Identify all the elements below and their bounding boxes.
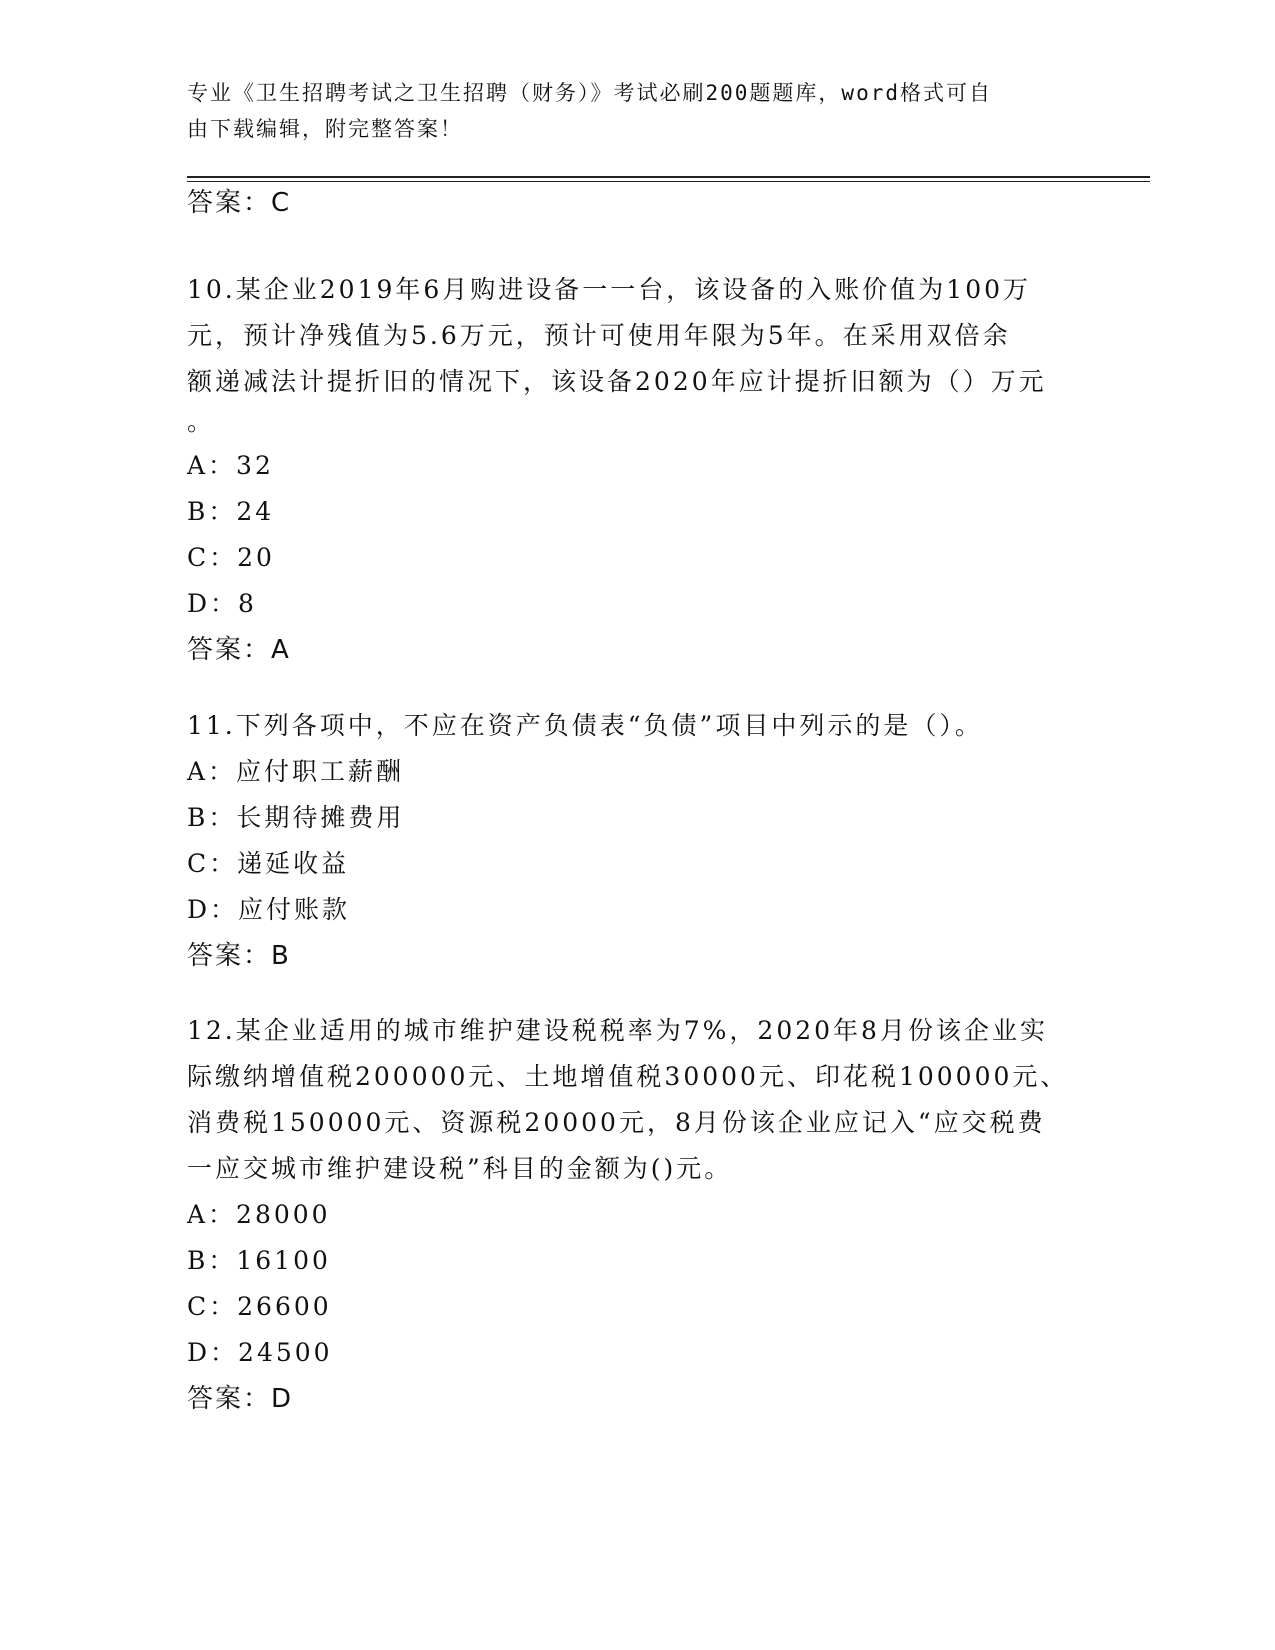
- option-b: B：24: [187, 497, 275, 526]
- header-line-1: 专业《卫生招聘考试之卫生招聘（财务）》考试必刷200题题库，word格式可自: [187, 81, 992, 105]
- document-header: [187, 75, 1067, 147]
- question-text-line: 一应交城市维护建设税”科目的金额为()元。: [187, 1154, 733, 1183]
- question-text-line: 。: [187, 407, 216, 436]
- option-c: C：26600: [187, 1292, 332, 1321]
- option-c: C：20: [187, 543, 275, 572]
- option-d: D：24500: [187, 1338, 333, 1367]
- question-12: [187, 1008, 1087, 1422]
- option-d: D：应付账款: [187, 895, 351, 924]
- question-text-line: 元，预计净残值为5.6万元，预计可使用年限为5年。在采用双倍余: [187, 321, 1011, 350]
- question-text-line: 消费税150000元、资源税20000元，8月份该企业应记入“应交税费: [187, 1108, 1046, 1137]
- answer-label: 答案：C: [187, 188, 292, 218]
- question-11: [187, 703, 1087, 979]
- question-text-line: 额递减法计提折旧的情况下，该设备2020年应计提折旧额为（）万元: [187, 367, 1047, 396]
- option-a: A：应付职工薪酬: [187, 757, 405, 786]
- option-a: A：28000: [187, 1200, 331, 1229]
- question-text-line: 11.下列各项中，不应在资产负债表“负债”项目中列示的是（）。: [187, 711, 983, 740]
- previous-answer-block: [187, 180, 1087, 226]
- option-c: C：递延收益: [187, 849, 350, 878]
- option-d: D：8: [187, 589, 257, 618]
- option-a: A：32: [187, 451, 274, 480]
- answer-label: 答案：D: [187, 1384, 294, 1414]
- header-line-2: 由下载编辑，附完整答案！: [187, 117, 463, 141]
- question-text-line: 12.某企业适用的城市维护建设税税率为7%，2020年8月份该企业实: [187, 1016, 1048, 1045]
- header-divider-thick: [187, 176, 1150, 178]
- question-10: [187, 267, 1087, 673]
- question-text-line: 10.某企业2019年6月购进设备一一台，该设备的入账价值为100万: [187, 275, 1032, 304]
- question-text-line: 际缴纳增值税200000元、土地增值税30000元、印花税100000元、: [187, 1062, 1069, 1091]
- answer-label: 答案：B: [187, 941, 291, 971]
- option-b: B：长期待摊费用: [187, 803, 405, 832]
- answer-label: 答案：A: [187, 635, 291, 665]
- option-b: B：16100: [187, 1246, 331, 1275]
